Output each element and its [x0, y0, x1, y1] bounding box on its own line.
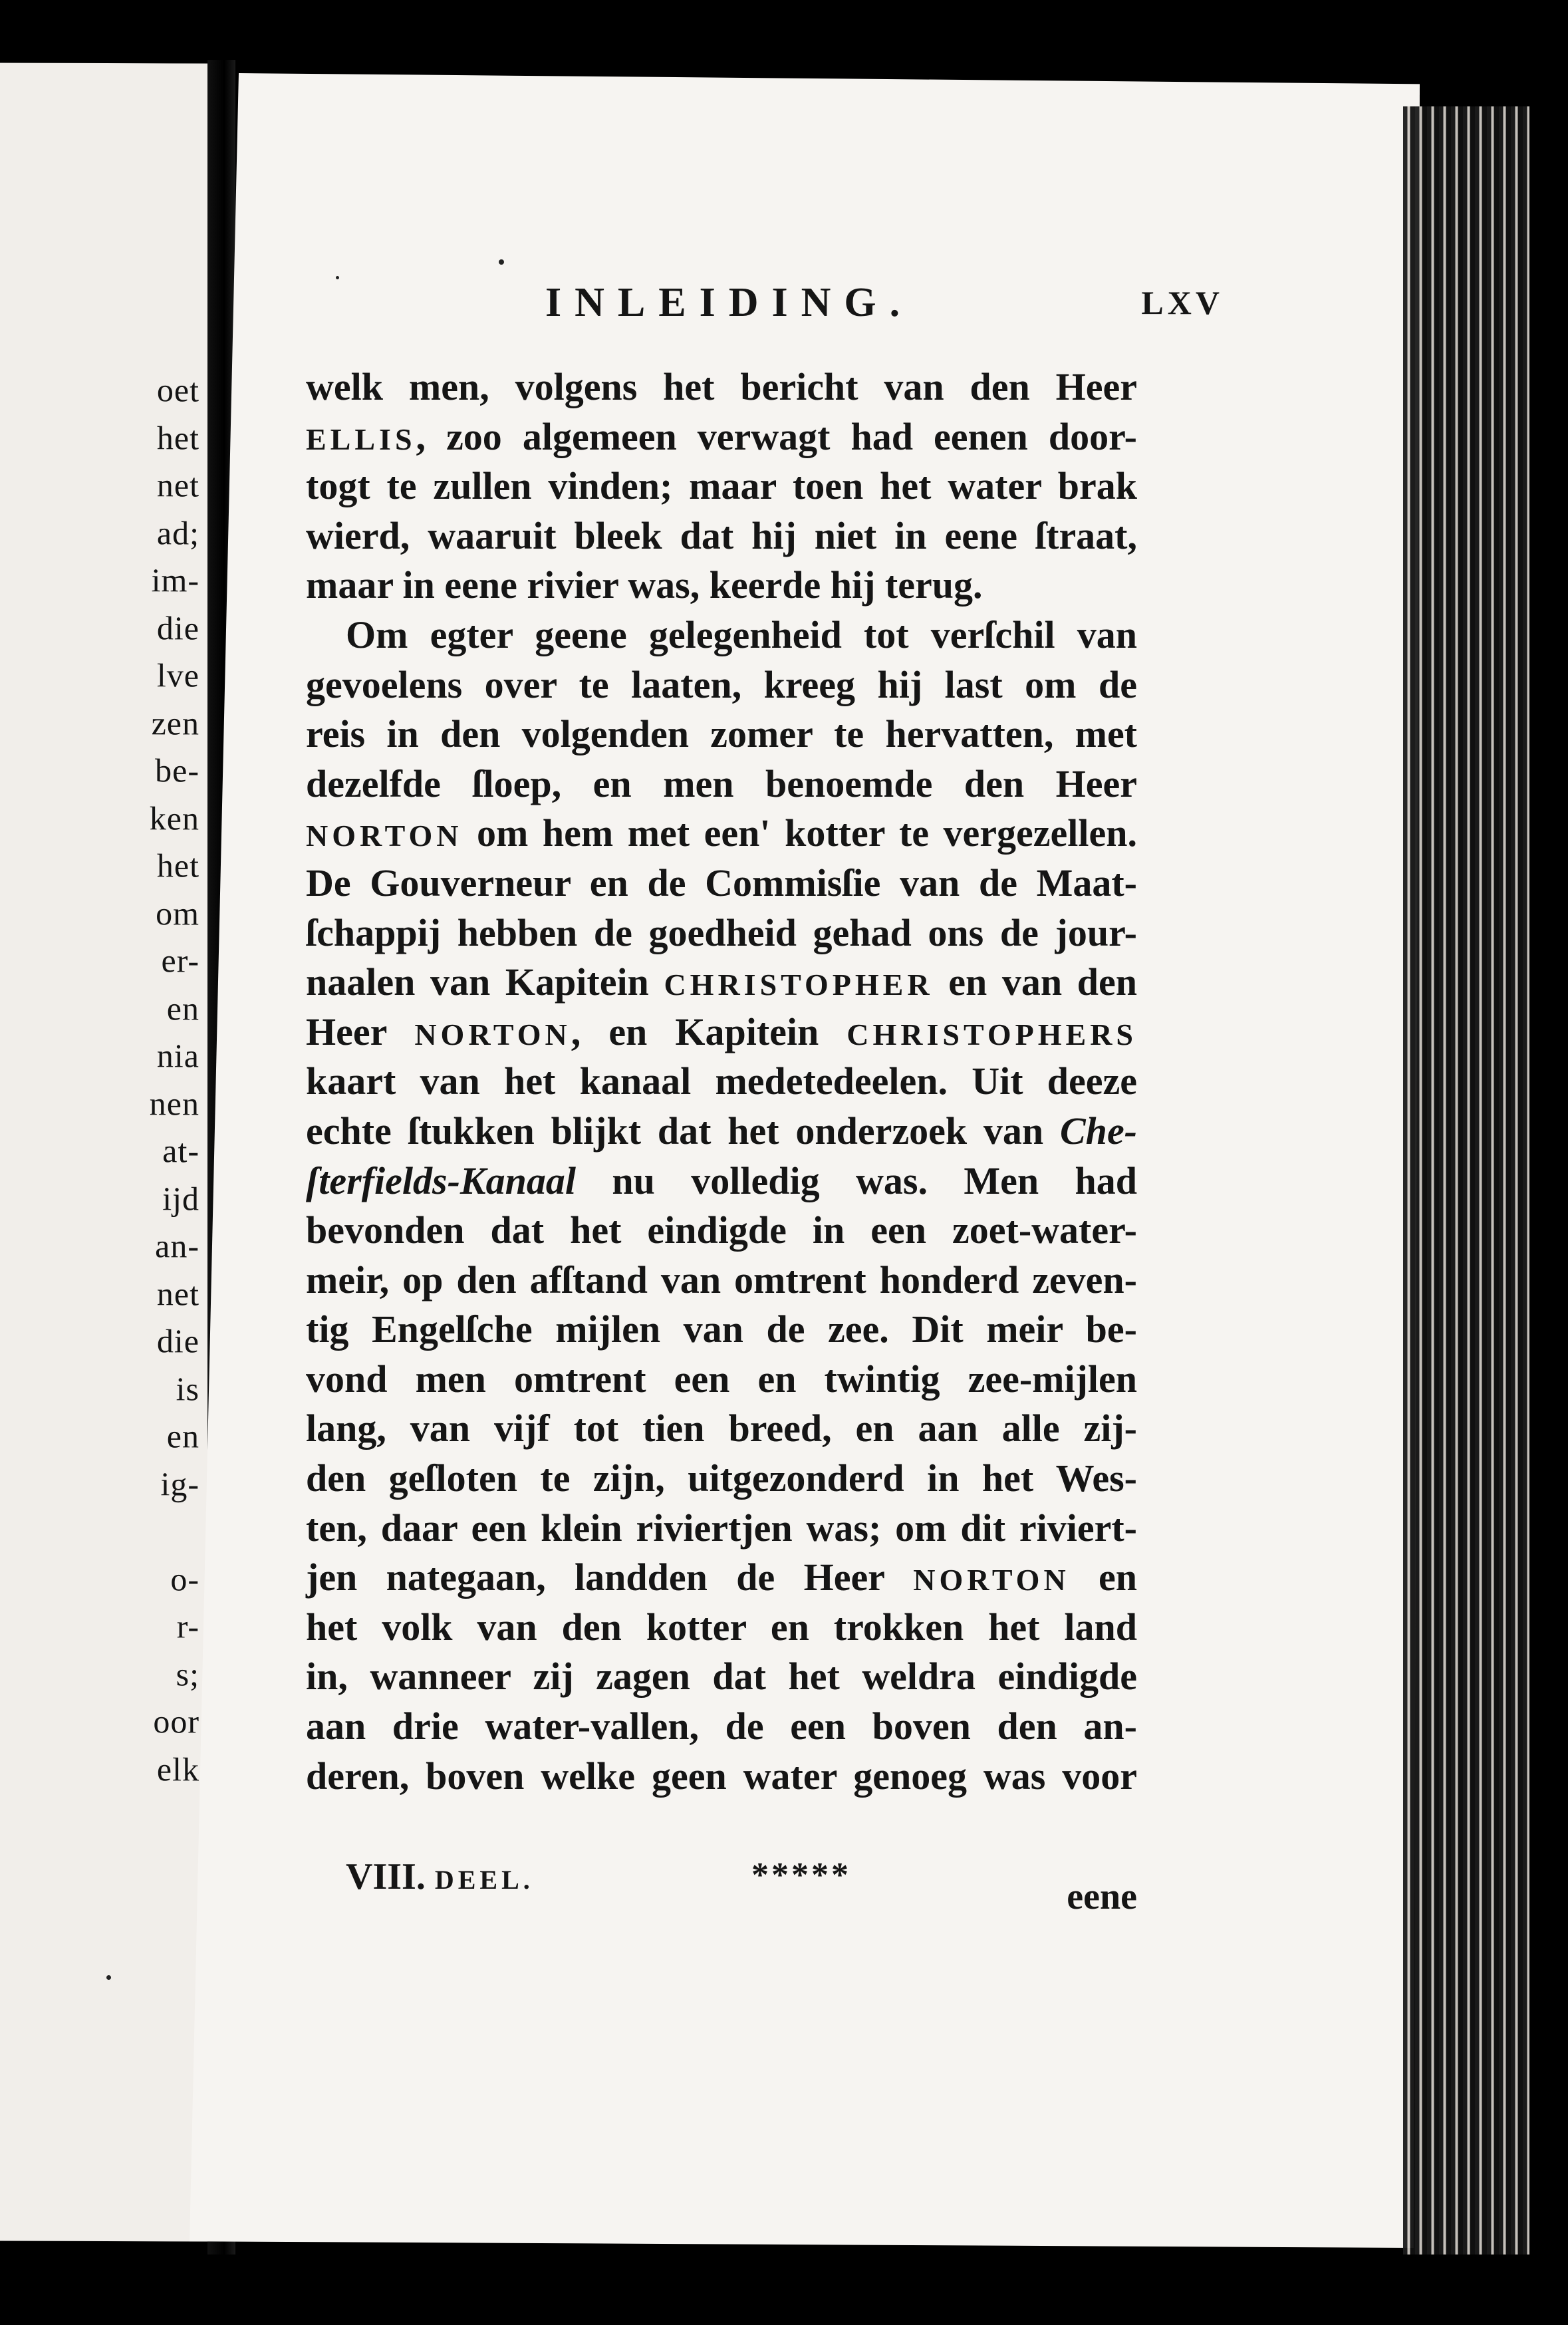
left-page-fragment: lve	[156, 656, 199, 694]
text-run: , en Kapitein	[571, 1010, 847, 1053]
text-line	[306, 809, 1137, 859]
text-run: bevonden dat het eindigde in een zoet-water-	[306, 1208, 1137, 1252]
left-page-fragment: ig-	[160, 1464, 199, 1502]
text-run: om hem met een' kotter te vergezellen.	[462, 811, 1137, 855]
text-run: ten, daar een klein riviertjen was; om dit riviert-	[306, 1506, 1137, 1550]
text-run: den geſloten te zijn, uitgezonderd in het Wes-	[306, 1456, 1137, 1500]
text-line	[306, 1107, 1137, 1157]
text-run: togt te zullen vinden; maar toen het water brak	[306, 464, 1137, 508]
page-footer	[306, 1855, 1137, 1917]
italic-text: Che-	[1060, 1109, 1137, 1153]
text-line	[306, 1652, 1137, 1702]
page-header	[545, 279, 1224, 339]
previous-page	[0, 63, 209, 2241]
left-page-fragment: en	[166, 1417, 199, 1455]
text-line	[306, 958, 1137, 1008]
text-line	[306, 561, 1137, 611]
text-run: echte ſtukken blijkt dat het onderzoek van	[306, 1109, 1060, 1153]
name-small-caps: ELLIS	[306, 422, 416, 456]
left-page-fragment: er-	[161, 942, 199, 980]
text-line	[306, 1404, 1137, 1454]
text-run: , zoo algemeen verwagt had eenen door-	[416, 414, 1137, 458]
left-page-fragment: zen	[151, 704, 199, 742]
left-page-fragment: het	[156, 418, 199, 456]
text-run: kaart van het kanaal medetedeelen. Uit deeze	[306, 1059, 1137, 1103]
text-line	[306, 1305, 1137, 1355]
text-run: reis in den volgenden zomer te hervatten, met	[306, 712, 1137, 756]
text-run: gevoelens over te laaten, kreeg hij last om de	[306, 662, 1137, 706]
left-page-fragment: is	[176, 1369, 199, 1407]
left-page-fragment: an-	[155, 1227, 199, 1265]
italic-text: ſterfields-Kanaal	[306, 1159, 576, 1202]
text-line	[306, 1206, 1137, 1256]
page-edges	[1403, 106, 1529, 2255]
text-line	[306, 859, 1137, 908]
name-small-caps: CHRISTOPHERS	[847, 1017, 1137, 1051]
left-page-fragment: het	[156, 847, 199, 885]
page-number: LXV	[1141, 284, 1224, 321]
left-page-fragment: net	[156, 1274, 199, 1312]
text-run: en van den	[933, 960, 1137, 1004]
text-run: het volk van den kotter en trokken het land	[306, 1605, 1137, 1649]
signature-deel: DEEL.	[434, 1865, 534, 1895]
text-line	[306, 1454, 1137, 1504]
left-page-fragment: be-	[155, 752, 199, 789]
text-line	[306, 1057, 1137, 1107]
text-run: nu volledig was. Men had	[575, 1159, 1137, 1202]
text-line	[306, 462, 1137, 511]
text-line	[306, 1553, 1137, 1603]
text-run: aan drie water-vallen, de een boven den an-	[306, 1705, 1137, 1748]
left-page-fragment: nen	[149, 1084, 199, 1122]
left-page-fragment: im-	[151, 561, 199, 599]
left-page-fragment: ken	[149, 799, 199, 837]
name-small-caps: NORTON	[913, 1563, 1070, 1597]
left-page-fragment: net	[156, 466, 199, 504]
text-line	[306, 908, 1137, 958]
name-small-caps: NORTON	[306, 819, 463, 853]
text-run: wierd, waaruit bleek dat hij niet in eene ſtraat,	[306, 513, 1137, 557]
signature-mark	[346, 1855, 534, 1898]
left-page-fragment: die	[156, 609, 199, 646]
text-run: en	[1069, 1556, 1137, 1599]
text-run: dezelfde ſloep, en men benoemde den Heer	[306, 761, 1137, 805]
text-line	[306, 412, 1137, 462]
ink-speck	[499, 259, 504, 265]
running-head: INLEIDING.	[545, 280, 914, 325]
text-line	[306, 611, 1137, 660]
left-page-fragment: at-	[162, 1132, 199, 1170]
text-line	[306, 1355, 1137, 1405]
text-run: Heer	[306, 1010, 415, 1053]
text-line	[306, 1008, 1137, 1057]
left-page-fragment: oet	[156, 371, 199, 409]
text-line	[306, 1504, 1137, 1554]
body-text	[306, 362, 1137, 1801]
text-run: maar in eene rivier was, keerde hij terug.	[306, 563, 983, 607]
text-run: welk men, volgens het bericht van den Heer	[306, 365, 1137, 408]
text-line	[306, 1256, 1137, 1305]
text-line	[306, 1752, 1137, 1802]
text-line	[306, 759, 1137, 809]
left-page-fragment: elk	[156, 1750, 199, 1788]
ink-speck	[336, 276, 339, 279]
left-page-fragment: r-	[176, 1607, 199, 1645]
left-page-fragment: en	[166, 989, 199, 1027]
left-page-fragment: ad;	[156, 513, 199, 551]
text-line	[306, 1157, 1137, 1206]
text-run: vond men omtrent een en twintig zee-mijlen	[306, 1357, 1137, 1401]
text-line	[306, 511, 1137, 561]
left-page-fragment: nia	[156, 1037, 199, 1075]
text-run: Om egter geene gelegenheid tot verſchil van	[346, 613, 1137, 656]
text-line	[306, 660, 1137, 710]
left-page-fragment: s;	[176, 1655, 199, 1693]
text-run: ſchappij hebben de goedheid gehad ons de jour-	[306, 910, 1137, 954]
left-page-fragment: oor	[153, 1703, 199, 1740]
ink-speck	[106, 1975, 111, 1980]
catchword: eene	[1067, 1876, 1137, 1917]
left-page-fragment: ijd	[162, 1179, 199, 1217]
text-run: tig Engelſche mijlen van de zee. Dit meir be-	[306, 1307, 1137, 1351]
text-run: lang, van vijf tot tien breed, en aan alle zij-	[306, 1407, 1137, 1450]
text-run: jen nategaan, landden de Heer	[306, 1556, 914, 1599]
text-line	[306, 362, 1137, 412]
left-page-fragment: om	[156, 894, 199, 932]
left-page-fragment: o-	[170, 1560, 199, 1597]
text-line	[306, 1603, 1137, 1653]
text-run: deren, boven welke geen water genoeg was voor	[306, 1754, 1137, 1798]
gathering-mark: *****	[751, 1856, 851, 1894]
text-run: meir, op den afſtand van omtrent honderd zeven-	[306, 1258, 1137, 1301]
text-line	[306, 710, 1137, 759]
name-small-caps: NORTON	[414, 1017, 571, 1051]
left-page-fragment: die	[156, 1322, 199, 1360]
text-run: naalen van Kapitein	[306, 960, 664, 1004]
text-run: in, wanneer zij zagen dat het weldra eindigde	[306, 1655, 1137, 1699]
text-line	[306, 1702, 1137, 1752]
signature-volume: VIII.	[346, 1856, 426, 1897]
text-run: De Gouverneur en de Commisſie van de Maat-	[306, 861, 1137, 904]
name-small-caps: CHRISTOPHER	[664, 968, 934, 1002]
